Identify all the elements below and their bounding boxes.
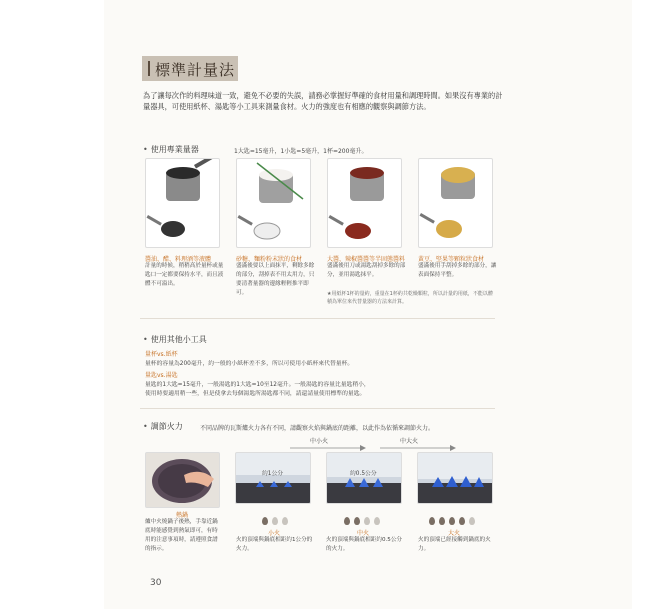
divider-1 bbox=[140, 318, 495, 319]
spoon-line-1: 量匙的1大匙=15毫升，一般湯匙的1大匙=10至12毫升。一般湯匙的容量比量匙稍小， bbox=[145, 382, 370, 388]
medium-fire-desc: 火的頂端與鍋底相距約0.5公分的火力。 bbox=[326, 537, 403, 552]
spoon-title: 量匙vs.湯匙 bbox=[145, 372, 178, 379]
tools-footnote: ★用紙杯1杯的量約，重量在1杯約共乾燥顆粒，所以計量的用紙，不能以體積為單位來代替量器的方法來計算。 bbox=[327, 291, 493, 305]
page-title: 標準計量法 bbox=[155, 61, 236, 79]
photo-medium-fire bbox=[326, 452, 402, 504]
section-label: 使用專業量器 bbox=[150, 145, 199, 154]
medium-fire-level bbox=[342, 510, 382, 529]
tool-1-title: 醬油、醋、料理酒等液體 bbox=[145, 256, 212, 263]
low-fire-level bbox=[260, 510, 290, 529]
low-fire-title: 小火 bbox=[268, 530, 281, 537]
heat-pan-desc: 爐中火燒鍋子後熱，手靠近鍋底時能感覺到熱氣即可，有時用的注意事項時，請遵照食譜的指示。 bbox=[145, 519, 218, 552]
tool-1-desc: 計量的時候，稍稍高於量杯或量匙口一定都要保持水平，而且液體不可溢出。 bbox=[145, 263, 224, 287]
medium-high-label: 中大火 bbox=[400, 438, 419, 445]
section-other-tools: • 使用其他小工具 bbox=[143, 335, 207, 344]
tool-3-title: 大醬、辣椒醬醬等半固態醬料 bbox=[327, 256, 406, 263]
photo-high-fire bbox=[417, 452, 493, 504]
medium-fire-title: 中火 bbox=[357, 530, 370, 537]
high-fire-desc: 火的頂端已經接觸到鍋底的火力。 bbox=[418, 537, 491, 552]
heat-pan-title: 熱鍋 bbox=[176, 512, 189, 519]
title-bar-decoration bbox=[148, 61, 150, 76]
heat-level-arrows bbox=[280, 444, 480, 452]
medium-low-label: 中小火 bbox=[310, 438, 329, 445]
low-fire-gap: 約1公分 bbox=[262, 471, 284, 477]
page-number: 30 bbox=[150, 578, 162, 588]
paper-cup-line: 量杯的容量為200毫升，約一般的小紙杯差不多，所以可使用小紙杯來代替量杯。 bbox=[145, 361, 354, 367]
photo-powder-measure bbox=[236, 158, 311, 248]
paper-cup-title: 量杯vs.紙杯 bbox=[145, 351, 178, 358]
fire-control-note: 不同品牌的瓦斯爐火力各有不同，請觀察火焰與鍋底的距離，以此作為依循來調節火力。 bbox=[200, 425, 435, 432]
photo-low-fire bbox=[235, 452, 311, 504]
photo-bean-measure bbox=[418, 158, 493, 248]
low-fire-desc: 火的頂端與鍋底相距約1公分的火力。 bbox=[236, 537, 313, 552]
tool-4-title: 黃豆、堅果等顆粒狀食材 bbox=[418, 256, 485, 263]
section-label: 調節火力 bbox=[150, 422, 183, 431]
intro-paragraph: 為了讓每次作的料理味道一致，避免不必要的失誤，請務必掌握好準確的食材用量和調理時間。如果沒有專業的計量器具，可使用紙杯、湯匙等小工具來測量食材。火力的強度也有相應的觀察與調節方法。 bbox=[143, 91, 503, 111]
tool-2-desc: 盛滿後要以上面抹平，剩餘多餘的部分，刮掉表不用太用力，只要清著量器的邊緣輕輕推平即可。 bbox=[236, 263, 315, 296]
section-professional-tools: • 使用專業量器 bbox=[143, 145, 199, 154]
divider-2 bbox=[140, 408, 495, 409]
photo-liquid-measure bbox=[145, 158, 220, 248]
section-title-box bbox=[142, 56, 238, 81]
photo-hot-pan bbox=[145, 452, 220, 508]
tool-3-desc: 盛滿後用刀或湯匙刮掉多餘的部分，並用湯匙抹平。 bbox=[327, 263, 406, 278]
tool-2-title: 砂糖、麵粉粉末狀的食材 bbox=[236, 256, 303, 263]
tool-4-desc: 盛滿後用手刮掉多餘的部分，讓表面保持平整。 bbox=[418, 263, 497, 278]
measure-equivalence-note: 1大匙=15毫升，1小匙=5毫升，1杯=200毫升。 bbox=[234, 148, 368, 155]
spoon-line-2: 使用時要適用稍一些，但是使拿去每個湯匙所湯匙都不同，請還請量使用標準的量匙。 bbox=[145, 391, 366, 397]
high-fire-level bbox=[427, 510, 477, 529]
section-fire-control: • 調節火力 bbox=[143, 422, 183, 431]
medium-fire-gap: 約0.5公分 bbox=[350, 471, 377, 477]
high-fire-title: 大火 bbox=[448, 530, 461, 537]
section-label: 使用其他小工具 bbox=[150, 335, 207, 344]
photo-paste-measure bbox=[327, 158, 402, 248]
